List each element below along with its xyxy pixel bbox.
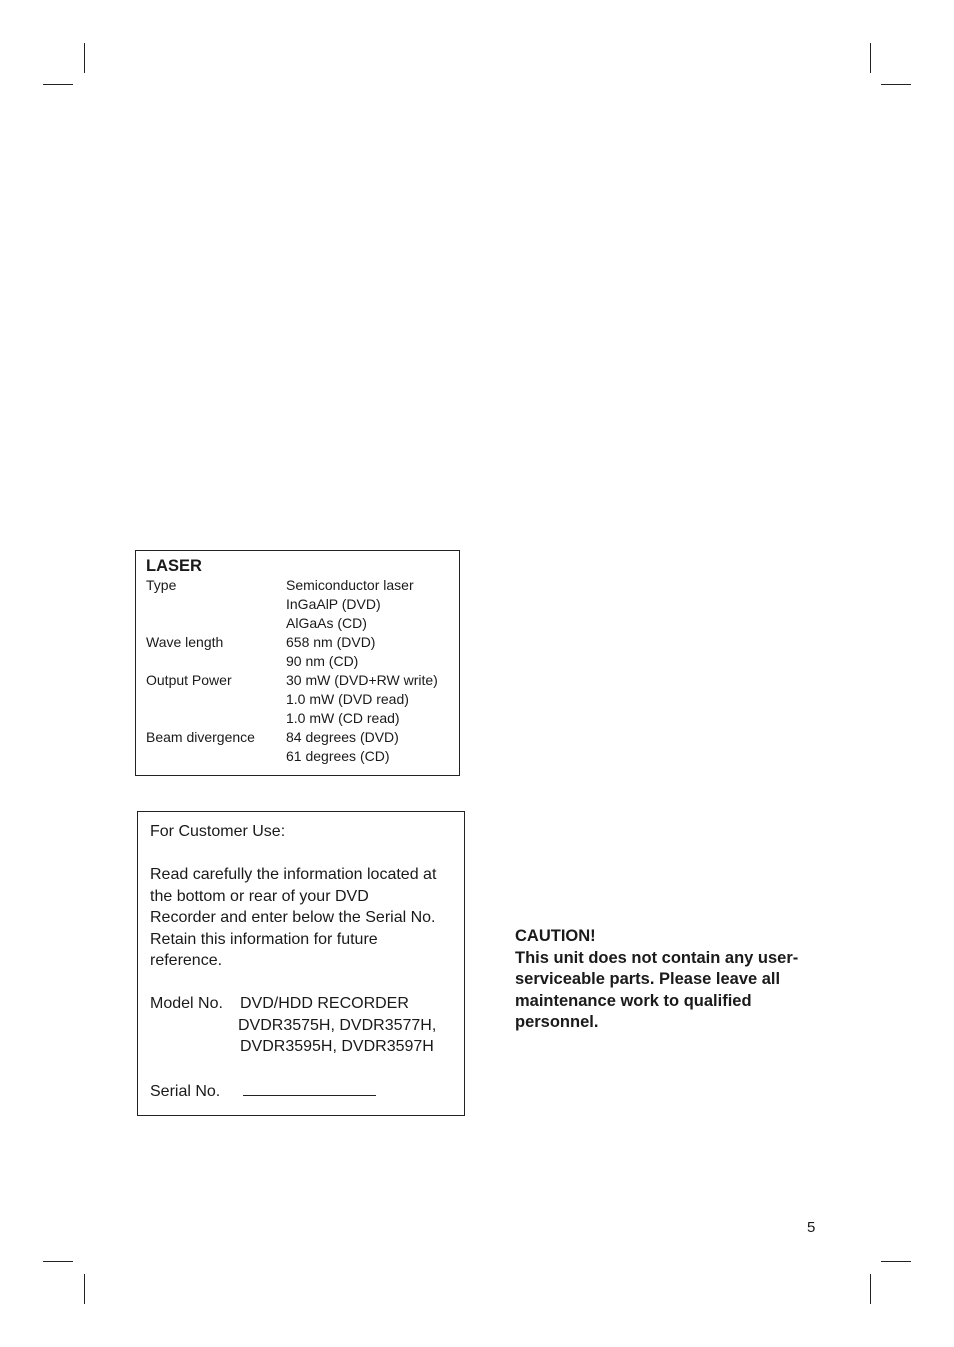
page-number: 5 [807,1219,816,1236]
spec-value: 30 mW (DVD+RW write) [286,672,438,688]
instruction-line: Retain this information for future [150,930,378,948]
spec-value: 1.0 mW (CD read) [286,710,400,726]
spec-label: Wave length [146,634,224,650]
model-value: DVD/HDD RECORDER [240,995,409,1012]
spec-value: 84 degrees (DVD) [286,729,399,745]
spec-value: 61 degrees (CD) [286,748,390,764]
model-label: Model No. [150,995,223,1012]
caution-line: This unit does not contain any user- [515,948,799,967]
spec-value: 658 nm (DVD) [286,634,376,650]
crop-mark [43,1261,73,1262]
laser-spec-box [135,550,460,776]
customer-instructions [150,864,464,972]
caution-notice [515,926,820,1034]
customer-use-box [137,811,465,1116]
crop-mark [881,1261,911,1262]
spec-row-wave-length [146,633,459,671]
spec-row-type [146,576,459,633]
spec-value: Semiconductor laser [286,577,414,593]
instruction-line: Recorder and enter below the Serial No. [150,909,436,926]
crop-mark [84,1274,85,1304]
model-value: DVDR3595H, DVDR3597H [240,1038,434,1055]
instruction-line: Read carefully the information located at [150,866,437,883]
crop-mark [43,84,73,85]
serial-number-row [150,1079,464,1103]
serial-number-blank-line [243,1079,376,1096]
crop-mark [881,84,911,85]
caution-line: serviceable parts. Please leave all [515,970,781,988]
spec-label: Beam divergence [146,729,255,745]
spec-value: AlGaAs (CD) [286,615,367,631]
laser-title: LASER [146,557,202,575]
crop-mark [870,1274,871,1304]
model-number-row [150,993,464,1058]
spec-value: 90 nm (CD) [286,653,359,669]
instruction-line: reference. [150,952,223,969]
caution-line: maintenance work to qualified [515,991,752,1010]
crop-mark [84,43,85,73]
model-value: DVDR3575H, DVDR3577H, [238,1016,437,1034]
spec-label: Type [146,577,177,593]
customer-heading: For Customer Use: [150,823,286,840]
serial-label: Serial No. [150,1083,221,1100]
spec-label: Output Power [146,672,232,688]
caution-title: CAUTION! [515,927,596,945]
crop-mark [870,43,871,73]
spec-row-output-power [146,671,459,728]
caution-line: personnel. [515,1013,599,1031]
spec-value: InGaAlP (DVD) [286,596,381,612]
instruction-line: the bottom or rear of your DVD [150,887,369,905]
spec-row-beam-divergence [146,728,459,766]
spec-value: 1.0 mW (DVD read) [286,691,409,707]
